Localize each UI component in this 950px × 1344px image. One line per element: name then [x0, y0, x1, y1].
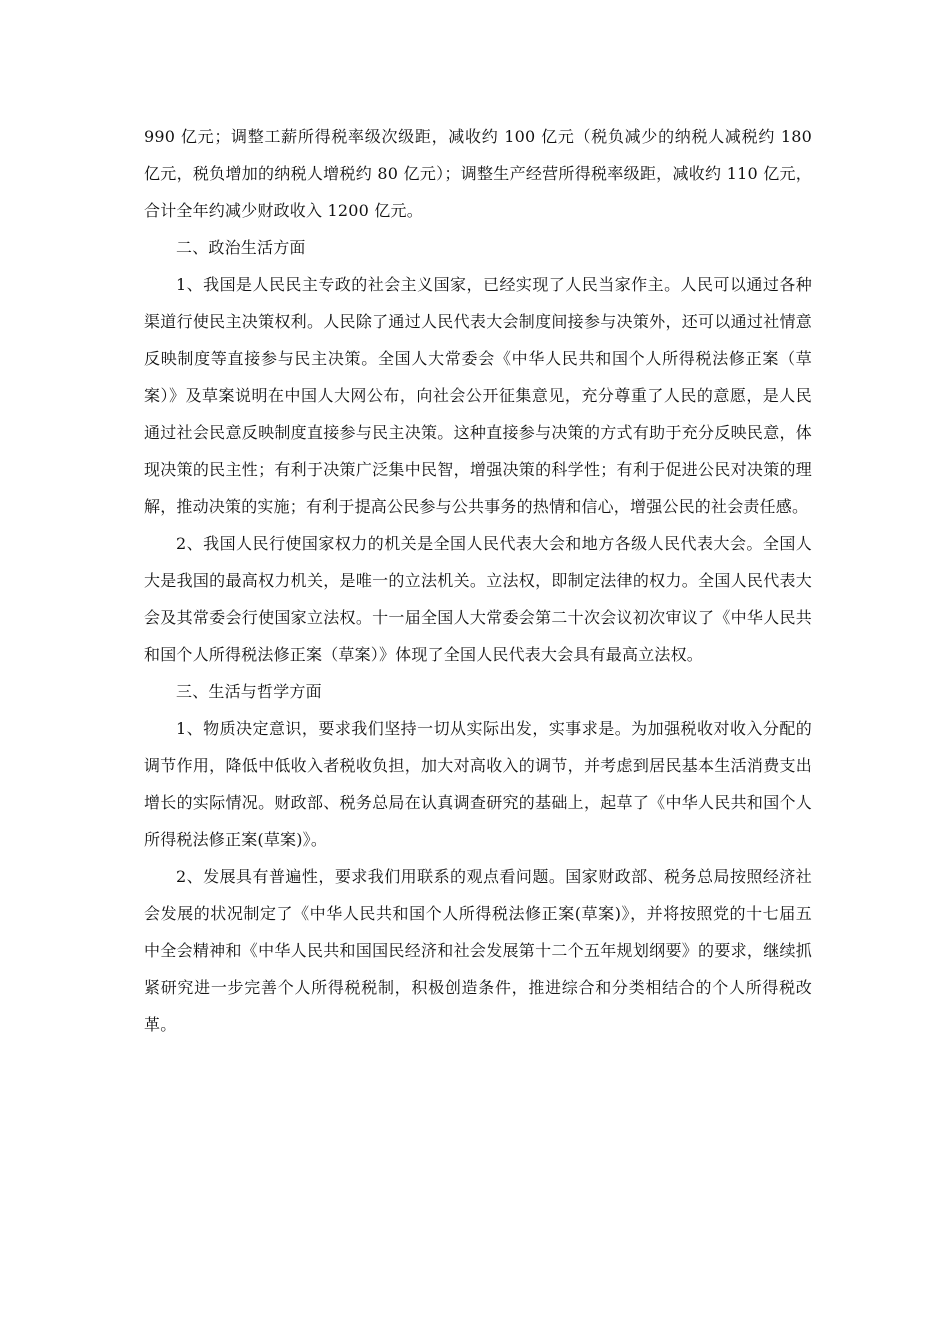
paragraph-political-1: 1、我国是人民民主专政的社会主义国家，已经实现了人民当家作主。人民可以通过各种渠道行使民主决策权利。人民除了通过人民代表大会制度间接参与决策外，还可以通过社情意反映制度等直接参与民主决策。全国人大常委会《中华人民共和国个人所得税法修正案（草案）》及草案说明在中国人大网公布，向社会公开征集意见，充分尊重了人民的意愿，是人民通过社会民意反映制度直接参与民主决策。这种直接参与决策的方式有助于充分反映民意，体现决策的民主性；有利于决策广泛集中民智，增强决策的科学性；有利于促进公民对决策的理解，推动决策的实施；有利于提高公民参与公共事务的热情和信心，增强公民的社会责任感。	[144, 275, 812, 516]
paragraph-continuation: 990 亿元；调整工薪所得税率级次级距，减收约 100 亿元（税负减少的纳税人减税约 180 亿元，税负增加的纳税人增税约 80 亿元）；调整生产经营所得税率级距，减收约 110 亿元，合计全年约减少财政收入 1200 亿元。	[144, 127, 812, 220]
document-body	[144, 118, 812, 1043]
paragraph-political-2: 2、我国人民行使国家权力的机关是全国人民代表大会和地方各级人民代表大会。全国人大是我国的最高权力机关，是唯一的立法机关。立法权，即制定法律的权力。全国人民代表大会及其常委会行使国家立法权。十一届全国人大常委会第二十次会议初次审议了《中华人民共和国个人所得税法修正案（草案）》体现了全国人民代表大会具有最高立法权。	[144, 534, 812, 664]
section-heading-political-life: 二、政治生活方面	[176, 238, 306, 257]
paragraph-philosophy-1: 1、物质决定意识，要求我们坚持一切从实际出发，实事求是。为加强税收对收入分配的调节作用，降低中低收入者税收负担，加大对高收入的调节，并考虑到居民基本生活消费支出增长的实际情况。财政部、税务总局在认真调查研究的基础上，起草了《中华人民共和国个人所得税法修正案(草案)》。	[144, 719, 812, 849]
paragraph-philosophy-2: 2、发展具有普遍性，要求我们用联系的观点看问题。国家财政部、税务总局按照经济社会发展的状况制定了《中华人民共和国个人所得税法修正案(草案)》，并将按照党的十七届五中全会精神和《中华人民共和国国民经济和社会发展第十二个五年规划纲要》的要求，继续抓紧研究进一步完善个人所得税税制，积极创造条件，推进综合和分类相结合的个人所得税改革。	[144, 867, 812, 1034]
section-heading-philosophy: 三、生活与哲学方面	[176, 682, 322, 701]
